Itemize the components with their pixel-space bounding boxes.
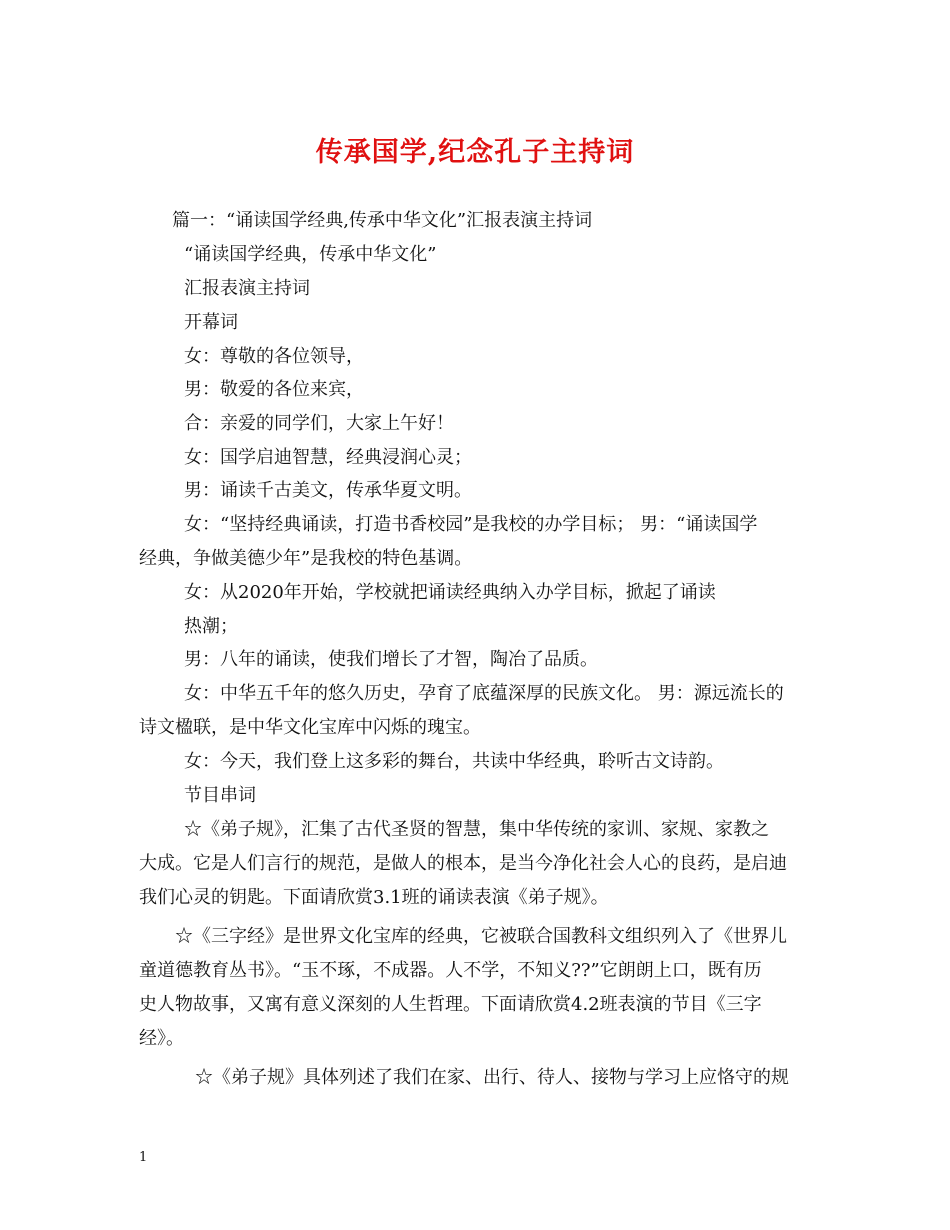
text-line: 篇一：“诵读国学经典,传承中华文化”汇报表演主持词 — [172, 210, 593, 231]
text-line: 男：敬爱的各位来宾， — [184, 379, 364, 400]
text-line: 开幕词 — [184, 312, 238, 333]
document-title: 传承国学,纪念孔子主持词 — [315, 137, 635, 168]
text-line: 汇报表演主持词 — [184, 278, 310, 299]
text-line: 女：国学启迪智慧，经典浸润心灵； — [184, 447, 472, 468]
text-line: 男：八年的诵读，使我们增长了才智，陶冶了品质。 — [184, 649, 598, 670]
text-line: 合：亲爱的同学们，大家上午好！ — [184, 413, 454, 434]
text-line: 热潮； — [184, 616, 238, 637]
text-line: ☆《弟子规》，汇集了古代圣贤的智慧，集中华传统的家训、家规、家教之 — [184, 819, 769, 840]
text-line: ☆《三字经》是世界文化宝库的经典，它被联合国教科文组织列入了《世界儿 — [175, 926, 787, 947]
text-line: 女：中华五千年的悠久历史，孕育了底蕴深厚的民族文化。 男：源远流长的 — [184, 683, 784, 704]
text-line: ☆《弟子规》具体列述了我们在家、出行、待人、接物与学习上应恪守的规 — [195, 1067, 789, 1088]
text-line: 女：今天，我们登上这多彩的舞台，共读中华经典，聆听古文诗韵。 — [184, 751, 724, 772]
text-line: 史人物故事，又寓有意义深刻的人生哲理。下面请欣赏4.2班表演的节目《三字 — [139, 994, 762, 1015]
text-line: 经典，争做美德少年”是我校的特色基调。 — [139, 548, 473, 569]
text-line: “诵读国学经典，传承中华文化” — [184, 244, 437, 265]
text-line: 我们心灵的钥匙。下面请欣赏3.1班的诵读表演《弟子规》。 — [139, 887, 609, 908]
text-line: 女：“坚持经典诵读，打造书香校园”是我校的办学目标； 男：“诵读国学 — [184, 514, 758, 535]
page-number: 1 — [139, 1150, 148, 1165]
text-line: 诗文楹联，是中华文化宝库中闪烁的瑰宝。 — [139, 717, 481, 738]
text-line: 童道德教育丛书》。“玉不琢，不成器。人不学，不知义??”它朗朗上口，既有历 — [139, 960, 762, 981]
text-line: 节目串词 — [184, 785, 256, 806]
text-line: 女：尊敬的各位领导， — [184, 346, 364, 367]
text-line: 大成。它是人们言行的规范，是做人的根本，是当今净化社会人心的良药，是启迪 — [139, 853, 787, 874]
text-line: 经》。 — [139, 1028, 184, 1049]
text-line: 男：诵读千古美文，传承华夏文明。 — [184, 480, 472, 501]
text-line: 女：从2020年开始，学校就把诵读经典纳入办学目标，掀起了诵读 — [184, 582, 716, 603]
